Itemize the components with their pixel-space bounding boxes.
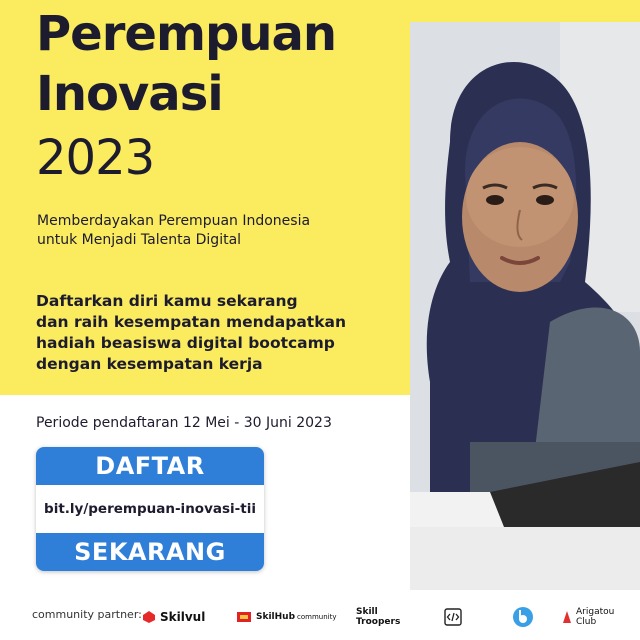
circle-b-icon (512, 606, 534, 628)
skillhub-name: SkilHub (256, 612, 296, 622)
title-year: 2023 (36, 130, 155, 186)
subtitle-line-2: untuk Menjadi Talenta Digital (37, 232, 242, 248)
register-box[interactable] (36, 447, 264, 571)
partners-label: community partner: (32, 608, 142, 621)
cta-text (36, 291, 376, 375)
title-line-2: Inovasi (36, 66, 223, 122)
skilvul-icon (142, 610, 156, 624)
code-brackets-icon (444, 608, 462, 626)
skilltroopers-line-1: Skill (356, 607, 378, 617)
skillhub-sub: community (297, 613, 337, 621)
subtitle-line-1: Memberdayakan Perempuan Indonesia (37, 213, 311, 229)
arigatou-club-logo (562, 602, 614, 632)
skilltroopers-line-2: Troopers (356, 617, 401, 627)
skilvul-name: Skilvul (160, 610, 206, 624)
community-partners (0, 596, 640, 640)
cta-line-4: dengan kesempatan kerja (36, 355, 263, 373)
code-community-logo (444, 602, 462, 632)
arigatou-text (576, 607, 614, 627)
arigatou-line-1: Arigatou (576, 607, 615, 617)
register-url-link[interactable]: bit.ly/perempuan-inovasi-tii (44, 501, 256, 517)
portrait-illustration (410, 22, 640, 590)
title-line-1: Perempuan (36, 6, 337, 62)
registration-period: Periode pendaftaran 12 Mei - 30 Juni 2023 (36, 415, 332, 431)
bdo-community-logo (512, 602, 534, 632)
arigatou-icon (562, 610, 572, 624)
skilvul-logo (142, 602, 205, 632)
skillhub-icon (236, 610, 252, 624)
register-top-label[interactable]: DAFTAR (36, 447, 264, 485)
cta-line-2: dan raih kesempatan mendapatkan (36, 313, 346, 331)
skillhub-logo (236, 602, 337, 632)
cta-line-1: Daftarkan diri kamu sekarang (36, 292, 298, 310)
register-bottom-label[interactable]: SEKARANG (36, 533, 264, 571)
cta-line-3: hadiah beasiswa digital bootcamp (36, 334, 335, 352)
portrait-photo (410, 22, 640, 590)
poster-title (36, 4, 336, 124)
subtitle (37, 212, 367, 250)
arigatou-line-2: Club (576, 617, 597, 627)
skilltroopers-logo (356, 602, 400, 632)
